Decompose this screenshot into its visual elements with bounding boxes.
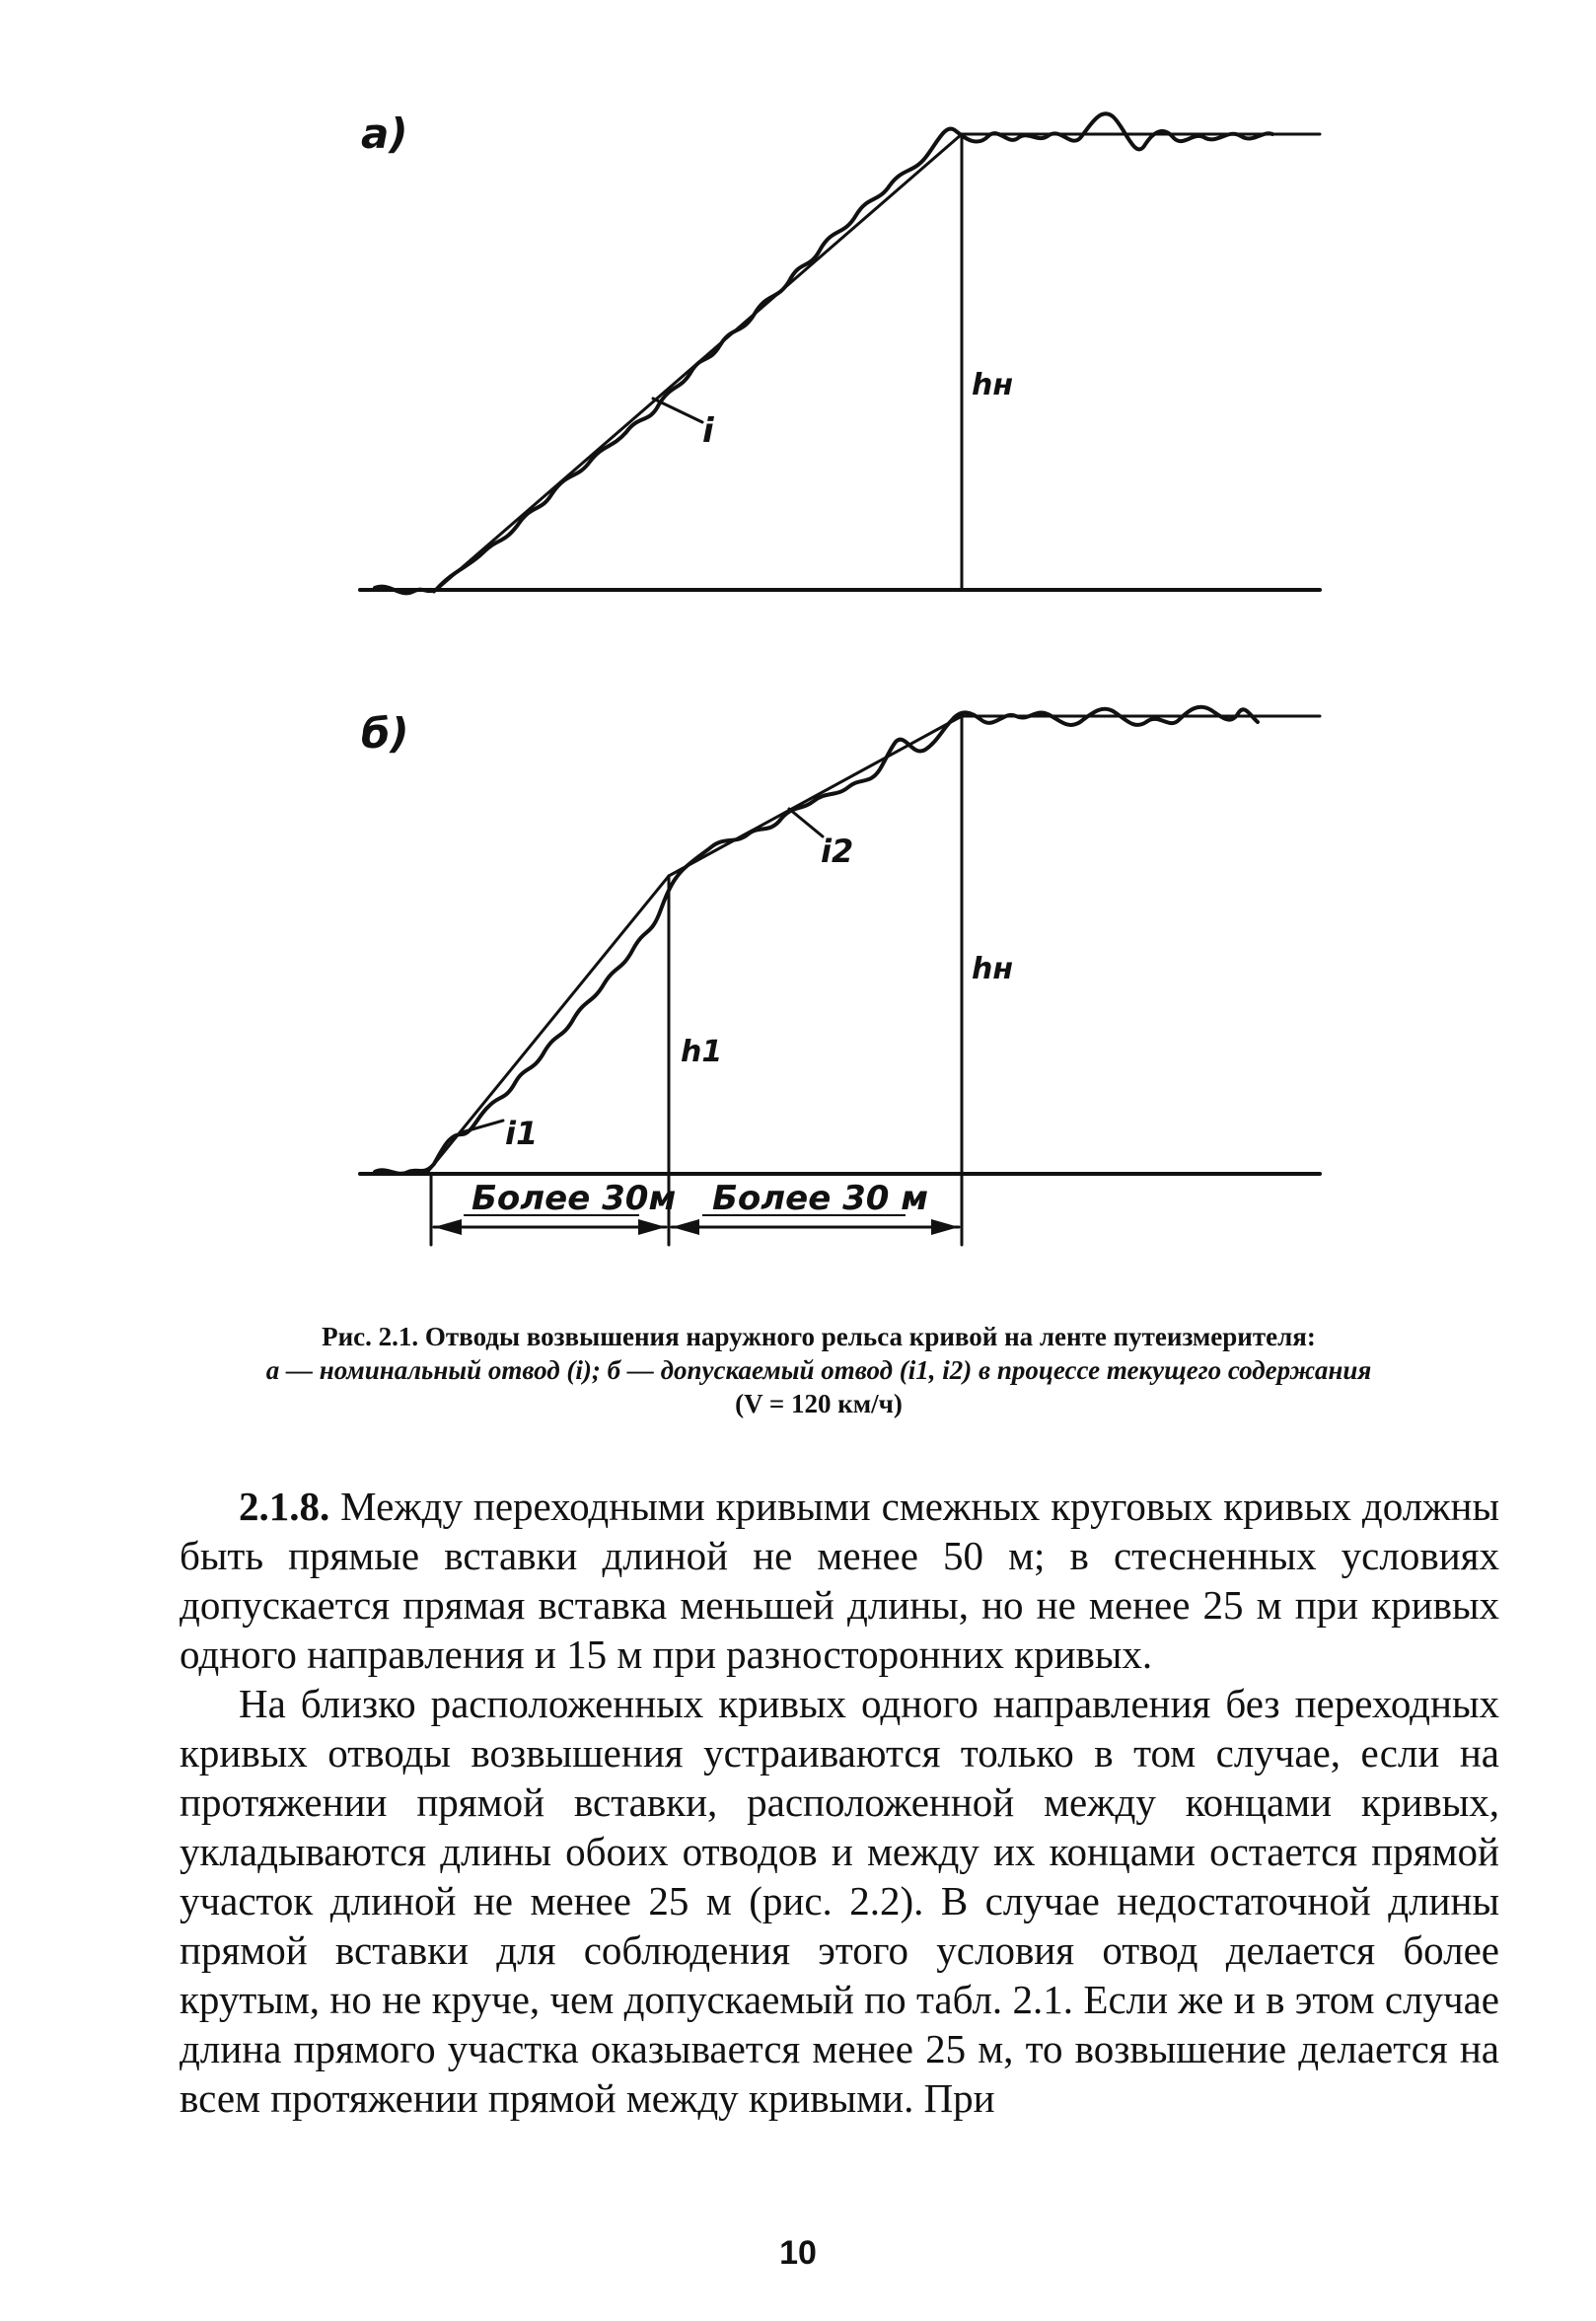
panel-b-label-i1: i1 <box>505 1115 539 1152</box>
page-number: 10 <box>779 2234 817 2272</box>
panel-b-measured-trace <box>375 707 1258 1174</box>
dim-right-text: Более 30 м <box>712 1179 929 1218</box>
arrow-left-start <box>434 1219 462 1235</box>
paragraph-2: На близко расположенных кривых одного направления без переходных кривых отводы возвышения устраиваются только в том случае, если на протяжении прямой вставки, расположенной между концами кривых, укладываются длины обоих отводов и между их концами остается прямой участок длиной не менее 25 м (рис. 2.2). В случае недостаточной длины прямой вставки для соблюдения этого условия отвод делается более крутым, но не круче, чем допускаемый по табл. 2.1. Если же и в этом случае длина прямого участка оказывается менее 25 м, то возвышение делается на всем протяжении прямой между кривыми. При <box>180 1681 1499 2121</box>
paragraph-1-body: Между переходными кривыми смежных круговых кривых должны быть прямые вставки длиной не менее 50 м; в стесненных условиях допускается прямая вставка меньшей длины, но не менее 25 м при кривых одного направления и 15 м при разносторонних кривых. <box>180 1484 1499 1677</box>
panel-a-label-hn: hн <box>972 368 1014 402</box>
figure-caption <box>178 1320 1460 1420</box>
arrow-right-end <box>931 1219 959 1235</box>
body-text <box>180 1482 1499 2123</box>
paragraph-2-1-8 <box>180 1482 1499 1679</box>
paragraph-number: 2.1.8. <box>239 1484 330 1529</box>
arrow-left-end <box>638 1219 666 1235</box>
panel-a-label: а) <box>361 109 408 158</box>
caption-line-1: Рис. 2.1. Отводы возвышения наружного рельса кривой на ленте путеизмерителя: <box>322 1322 1316 1351</box>
panel-b-ramp-2 <box>669 716 962 876</box>
caption-line-2: а — номинальный отвод (i); б — допускаемый отвод (i1, i2) в процессе текущего содержания <box>265 1355 1372 1385</box>
panel-b-label-hn: hн <box>972 952 1014 986</box>
panel-b-i2-leader <box>789 809 823 836</box>
caption-line-3: (V = 120 км/ч) <box>735 1389 903 1418</box>
panel-b-ramp-1 <box>426 876 669 1174</box>
panel-a-label-i: i <box>702 411 714 451</box>
arrow-right-start <box>672 1219 699 1235</box>
panel-b-label: б) <box>361 709 409 758</box>
panel-b-label-h1: h1 <box>681 1035 723 1069</box>
panel-a-measured-trace <box>375 113 1272 593</box>
dim-left-text: Более 30м <box>472 1179 677 1218</box>
panel-b-label-i2: i2 <box>821 833 854 870</box>
panel-a-i-leader <box>653 399 702 422</box>
